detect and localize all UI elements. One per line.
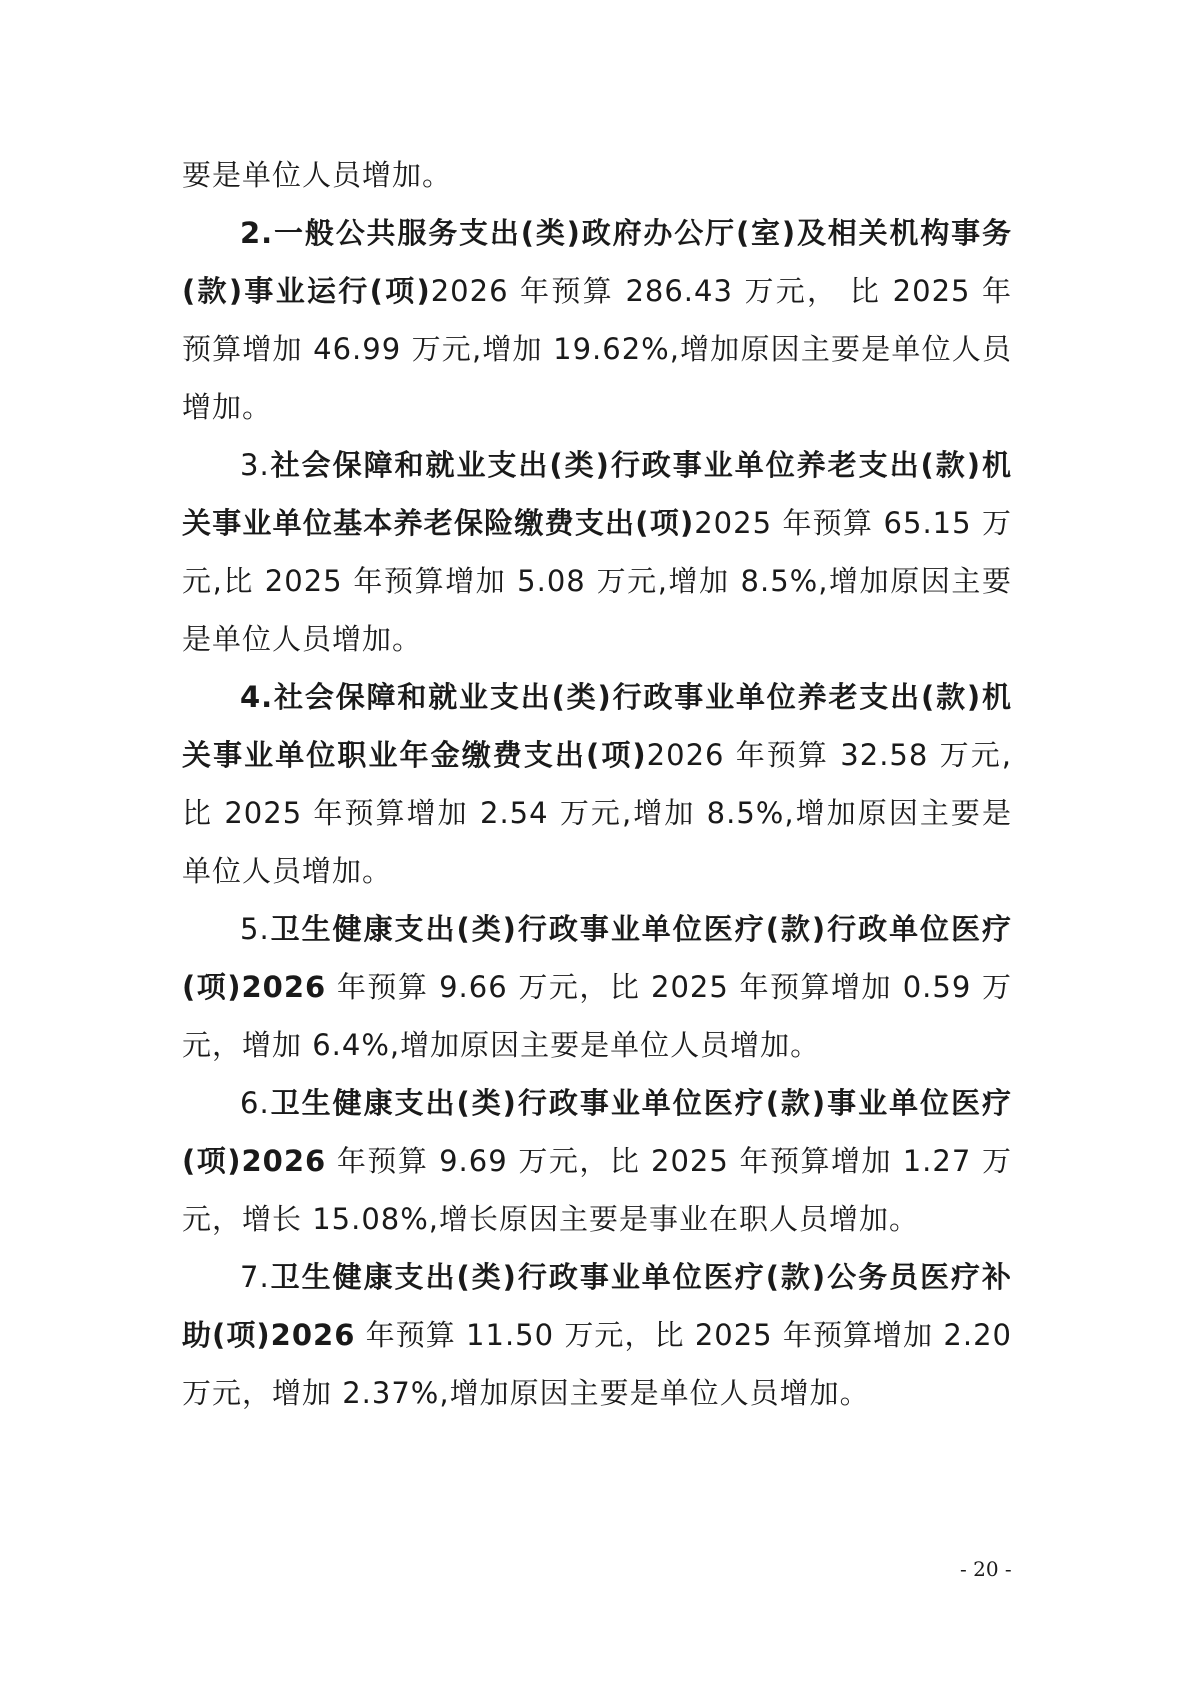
item-body: 年预算 9.66 万元，比 2025 年预算增加 0.59 万元，增加 6.4%,增加原因主要是单位人员增加。 <box>182 970 1012 1062</box>
item-lead: 7. <box>240 1260 270 1294</box>
item-heading: 卫生健康支出(类)行政事业单位医疗(款)事业单位医疗 (项)2026 <box>182 1086 1012 1178</box>
item-heading: 社会保障和就业支出(类)行政事业单位养老支出(款)机关事业单位基本养老保险缴费支出(项) <box>182 448 1012 540</box>
budget-item-7 <box>182 1248 1012 1422</box>
item-lead: 3. <box>240 448 270 482</box>
item-heading: 4.社会保障和就业支出(类)行政事业单位养老支出(款)机关事业单位职业年金缴费支出(项) <box>182 680 1012 772</box>
item-body: 年预算 9.69 万元，比 2025 年预算增加 1.27 万元，增长 15.08%,增长原因主要是事业在职人员增加。 <box>182 1144 1012 1236</box>
budget-item-6 <box>182 1074 1012 1248</box>
budget-item-4 <box>182 668 1012 900</box>
item-heading: 卫生健康支出(类)行政事业单位医疗(款)公务员医疗补助(项)2026 <box>182 1260 1012 1352</box>
item-body: 年预算 11.50 万元，比 2025 年预算增加 2.20 万元，增加 2.37%,增加原因主要是单位人员增加。 <box>182 1318 1012 1410</box>
budget-item-2 <box>182 204 1012 436</box>
item-lead: 6. <box>240 1086 270 1120</box>
item-heading: 卫生健康支出(类)行政事业单位医疗(款)行政单位医疗 (项)2026 <box>182 912 1012 1004</box>
document-body <box>182 146 1012 1422</box>
budget-item-5 <box>182 900 1012 1074</box>
item-heading: 2.一般公共服务支出(类)政府办公厅(室)及相关机构事务 (款)事业运行(项) <box>182 216 1012 308</box>
page-number: - 20 - <box>960 1557 1012 1581</box>
continuation-paragraph <box>182 146 1012 204</box>
item-body: 2026 年预算 32.58 万元,比 2025 年预算增加 2.54 万元,增加 8.5%,增加原因主要是单位人员增加。 <box>182 738 1012 888</box>
continuation-text: 要是单位人员增加。 <box>182 158 453 192</box>
item-lead: 5. <box>240 912 270 946</box>
budget-item-3 <box>182 436 1012 668</box>
item-body: 2025 年预算 65.15 万元,比 2025 年预算增加 5.08 万元,增加 8.5%,增加原因主要是单位人员增加。 <box>182 506 1013 656</box>
item-body: 2026 年预算 286.43 万元， 比 2025 年预算增加 46.99 万元,增加 19.62%,增加原因主要是单位人员增加。 <box>182 274 1012 424</box>
